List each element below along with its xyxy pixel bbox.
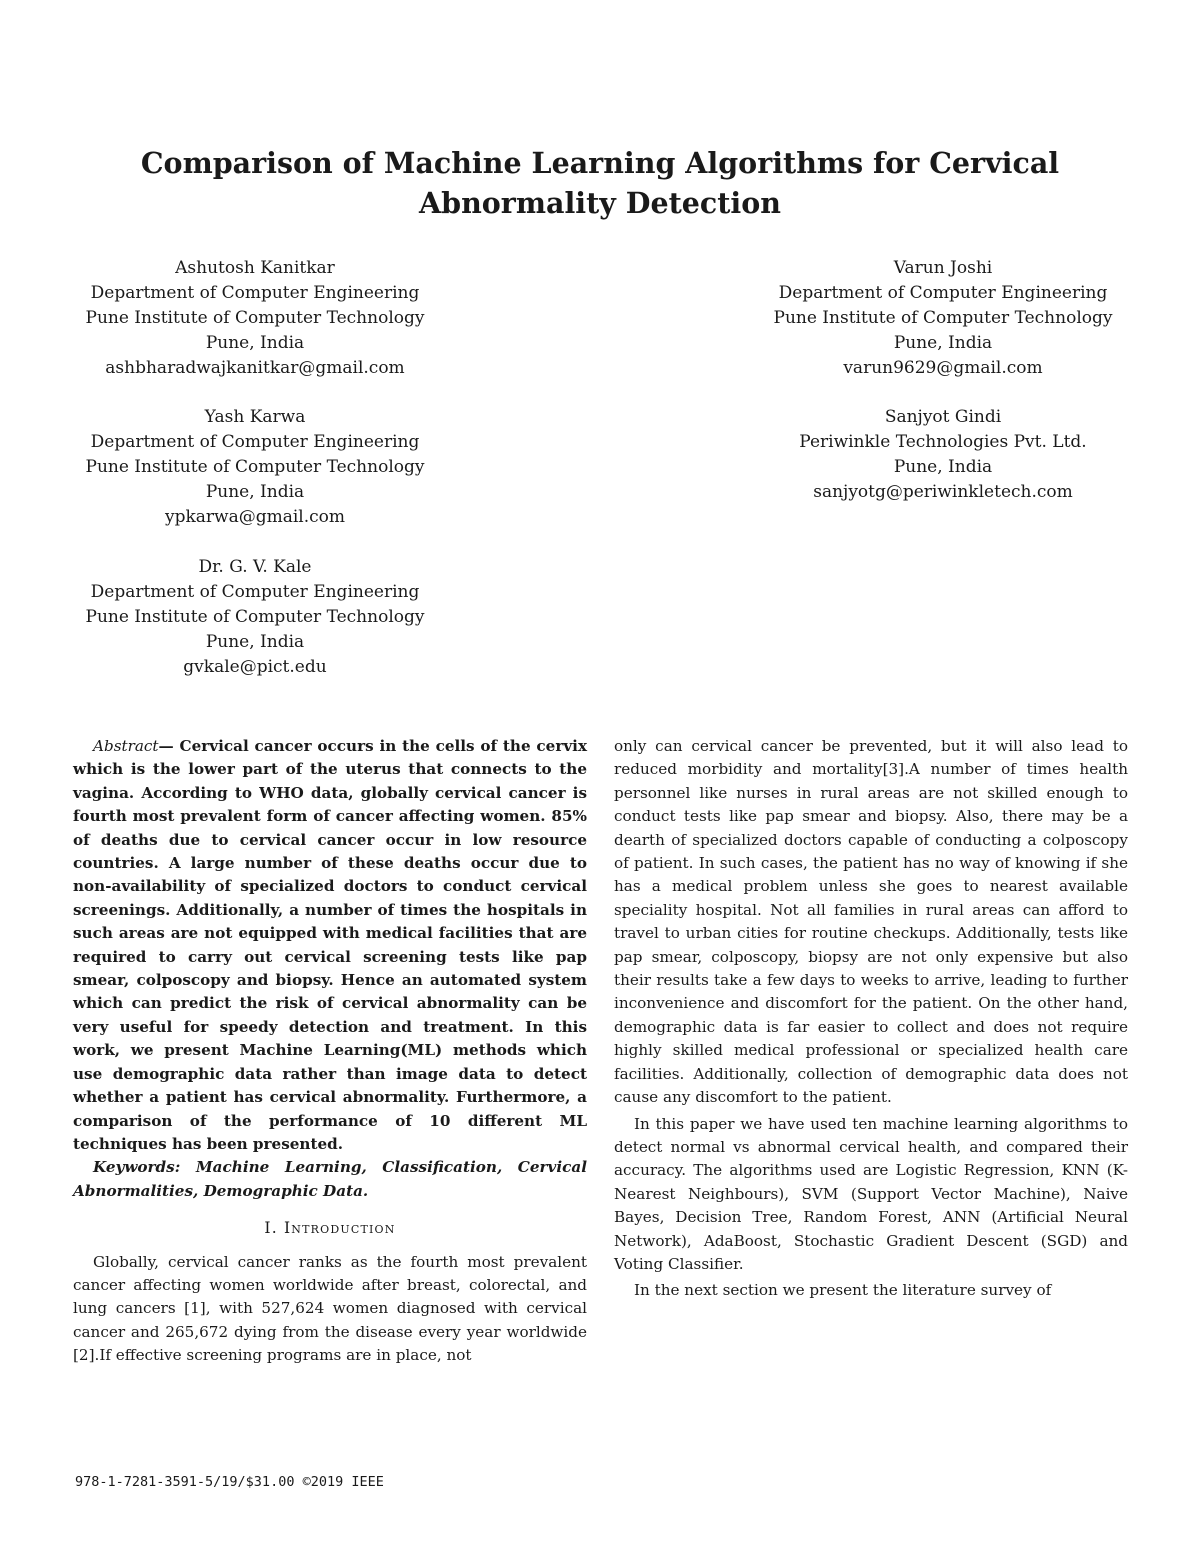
author-name: Dr. G. V. Kale (198, 557, 312, 577)
title-line-1: Comparison of Machine Learning Algorithms for Cervical (140, 146, 1060, 180)
paper-title (100, 143, 1100, 223)
author-name: Varun Joshi (893, 258, 993, 278)
intro-paragraph-1-continued: only can cervical cancer be prevented, but it will also lead to reduced morbidity and mortality[3].A number of times health personnel like nurses in rural areas are not skilled enough to conduct tests like pap smear and biopsy. Also, there may be a dearth of specialized doctors capable of conducting a colposcopy of patient. In such cases, the patient has no way of knowing if she has a medical problem unless she goes to nearest available speciality hospital. Not all families in rural areas can afford to travel to urban cities for routine checkups. Additionally, tests like pap smear, colposcopy, biopsy are not only expensive but also their results take a few days to weeks to arrive, leading to further inconvenience and discomfort for the patient. On the other hand, demographic data is far easier to collect and does not require highly skilled medical professional or specialized health care facilities. Additionally, collection of demographic data does not cause any discomfort to the patient. (614, 737, 1128, 1107)
author-institute: Pune Institute of Computer Technology (773, 308, 1113, 328)
left-column (73, 735, 587, 1368)
author-block-2 (743, 256, 1143, 381)
author-email: ashbharadwajkanitkar@gmail.com (105, 358, 405, 378)
author-department: Department of Computer Engineering (90, 432, 420, 452)
author-institute: Pune Institute of Computer Technology (85, 607, 425, 627)
author-department: Department of Computer Engineering (778, 283, 1108, 303)
copyright-footer: 978-1-7281-3591-5/19/$31.00 ©2019 IEEE (75, 1474, 384, 1490)
author-block-4 (743, 405, 1143, 505)
section-heading-introduction: I. Introduction (264, 1219, 396, 1238)
title-line-2: Abnormality Detection (419, 186, 781, 220)
author-email: varun9629@gmail.com (843, 358, 1043, 378)
author-block-3 (55, 405, 455, 530)
author-location: Pune, India (205, 333, 305, 353)
author-department: Department of Computer Engineering (90, 582, 420, 602)
author-block-1 (55, 256, 455, 381)
intro-paragraph-2: In this paper we have used ten machine learning algorithms to detect normal vs abnormal cervical health, and compared their accuracy. The algorithms used are Logistic Regression, KNN (K-Nearest Neighbours), SVM (Support Vector Machine), Naive Bayes, Decision Tree, Random Forest, ANN (Artificial Neural Network), AdaBoost, Stochastic Gradient Descent (SGD) and Voting Classifier. (614, 1114, 1128, 1273)
intro-paragraph-3: In the next section we present the literature survey of (634, 1281, 1052, 1300)
author-name: Yash Karwa (204, 407, 306, 427)
author-institute: Pune Institute of Computer Technology (85, 457, 425, 477)
author-email: ypkarwa@gmail.com (164, 507, 346, 527)
abstract-text: Cervical cancer occurs in the cells of the cervix which is the lower part of the uterus that connects to the vagina. According to WHO data, globally cervical cancer is fourth most prevalent form of cancer affecting women. 85% of deaths due to cervical cancer occur in low resource countries. A large number of these deaths occur due to non-availability of specialized doctors to conduct cervical screenings. Additionally, a number of times the hospitals in such areas are not equipped with medical facilities that are required to carry out cervical screening tests like pap smear, colposcopy and biopsy. Hence an automated system which can predict the risk of cervical abnormality can be very useful for speedy detection and treatment. In this work, we present Machine Learning(ML) methods which use demographic data rather than image data to detect whether a patient has cervical abnormality. Furthermore, a comparison of the performance of 10 different ML techniques has been presented. (73, 737, 587, 1153)
author-location: Pune, India (893, 457, 993, 477)
author-location: Pune, India (205, 482, 305, 502)
keywords: Keywords: Machine Learning, Classification, Cervical Abnormalities, Demographic Data. (73, 1158, 587, 1200)
author-name: Sanjyot Gindi (884, 407, 1002, 427)
author-location: Pune, India (205, 632, 305, 652)
author-block-5 (55, 555, 455, 680)
abstract-label: Abstract (93, 737, 159, 755)
author-name: Ashutosh Kanitkar (175, 258, 335, 278)
abstract (73, 735, 587, 1156)
author-location: Pune, India (893, 333, 993, 353)
author-email: gvkale@pict.edu (183, 657, 327, 677)
author-department: Periwinkle Technologies Pvt. Ltd. (799, 432, 1087, 452)
author-institute: Pune Institute of Computer Technology (85, 308, 425, 328)
intro-paragraph-1: Globally, cervical cancer ranks as the fourth most prevalent cancer affecting women worldwide after breast, colorectal, and lung cancers [1], with 527,624 women diagnosed with cervical cancer and 265,672 dying from the disease every year worldwide [2].If effective screening programs are in place, not (73, 1252, 587, 1365)
author-email: sanjyotg@periwinkletech.com (813, 482, 1073, 502)
abstract-dash: — (158, 737, 180, 755)
right-column (614, 735, 1128, 1303)
author-department: Department of Computer Engineering (90, 283, 420, 303)
